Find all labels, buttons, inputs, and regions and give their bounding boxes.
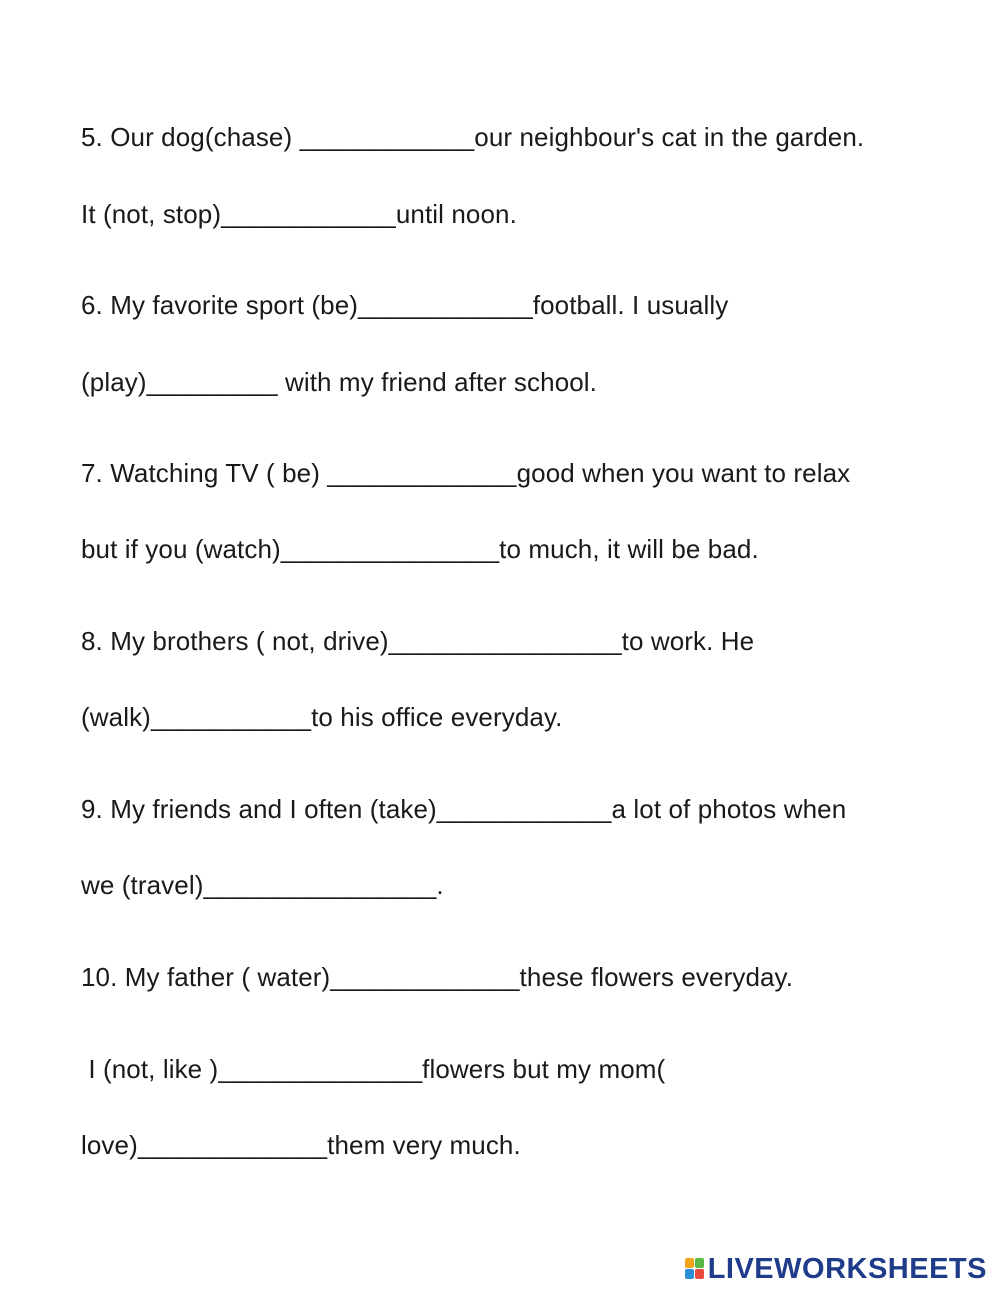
exercise-10-line-1: 10. My father ( water)_____________these flowers everyday. bbox=[81, 962, 794, 992]
logo-square-icon bbox=[685, 1258, 694, 1268]
exercise-6-line-1: 6. My favorite sport (be)____________football. I usually bbox=[81, 290, 729, 320]
logo-square-icon bbox=[695, 1269, 704, 1279]
exercise-9-line-2: we (travel)________________. bbox=[81, 870, 444, 900]
exercise-9-line-1: 9. My friends and I often (take)____________a lot of photos when bbox=[81, 794, 847, 824]
exercise-8-line-1: 8. My brothers ( not, drive)________________to work. He bbox=[81, 626, 755, 656]
exercise-7-line-1: 7. Watching TV ( be) _____________good when you want to relax bbox=[81, 458, 851, 488]
exercise-8-line-2: (walk)___________to his office everyday. bbox=[81, 702, 563, 732]
exercise-10-line-2: I (not, like )______________flowers but my mom( bbox=[81, 1054, 666, 1084]
liveworksheets-brand bbox=[685, 1254, 987, 1284]
exercise-7-line-2: but if you (watch)_______________to much, it will be bad. bbox=[81, 534, 759, 564]
exercise-5-line-1: 5. Our dog(chase) ____________our neighbour's cat in the garden. bbox=[81, 122, 865, 152]
liveworksheets-wordmark: LIVEWORKSHEETS bbox=[707, 1253, 987, 1285]
exercise-6-line-2: (play)_________ with my friend after school. bbox=[81, 367, 598, 397]
liveworksheets-logo-icon bbox=[685, 1258, 705, 1280]
exercise-5-line-2: It (not, stop)____________until noon. bbox=[81, 199, 517, 229]
logo-square-icon bbox=[685, 1269, 694, 1279]
logo-square-icon bbox=[695, 1258, 704, 1268]
exercise-10-line-3: love)_____________them very much. bbox=[81, 1130, 521, 1160]
